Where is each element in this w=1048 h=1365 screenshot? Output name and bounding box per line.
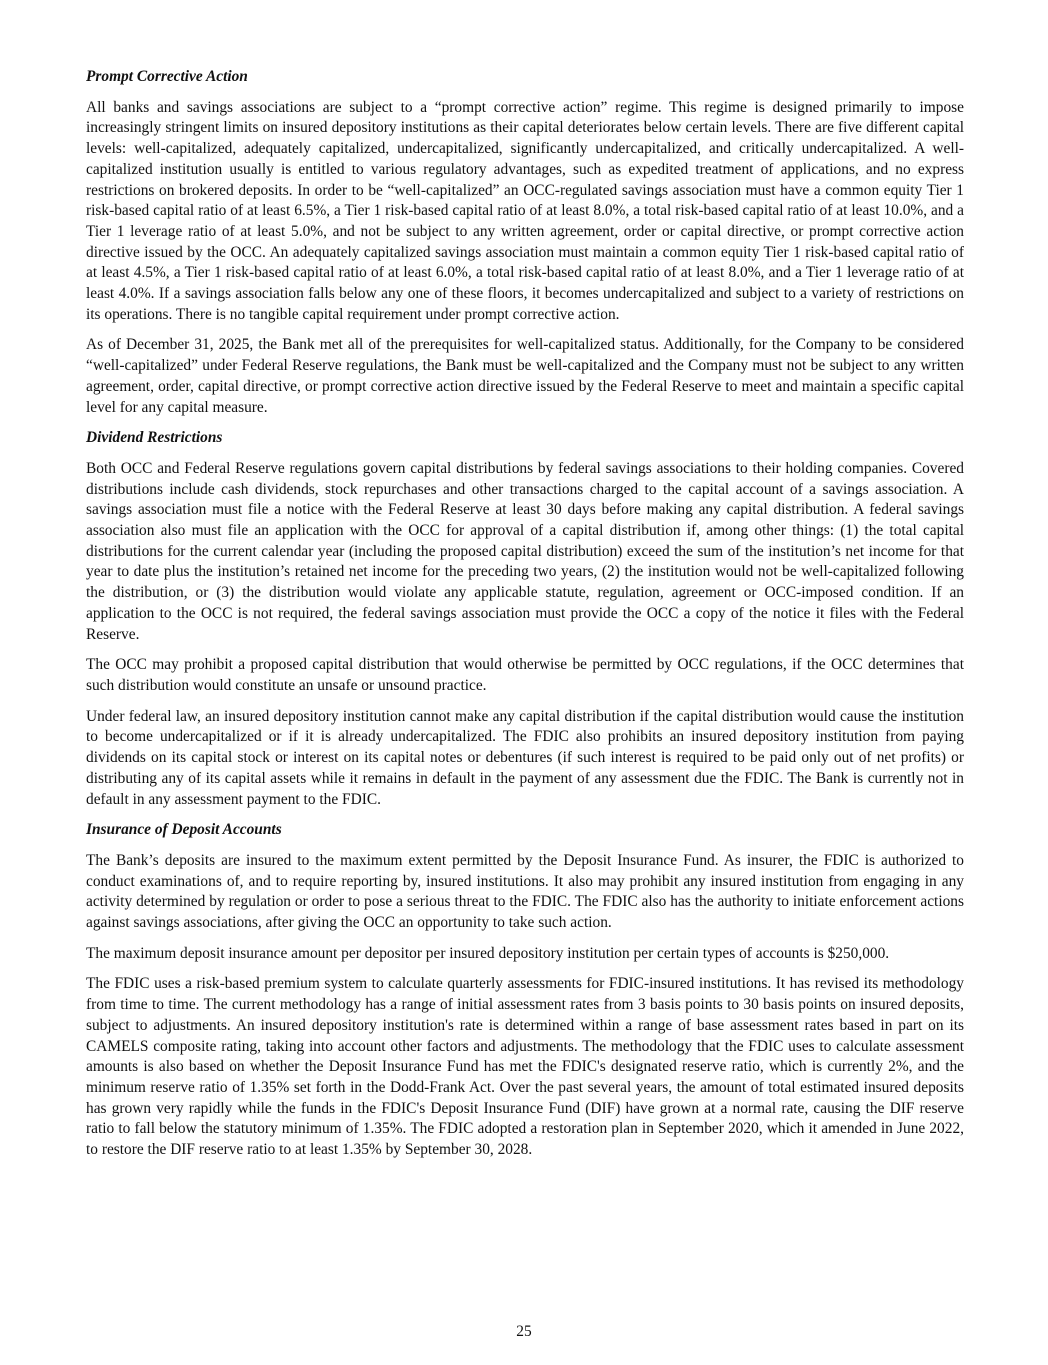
section-heading: Insurance of Deposit Accounts (86, 821, 282, 839)
document-body (86, 67, 964, 1171)
paragraph: The maximum deposit insurance amount per depositor per insured depository institution per certain types of accounts is $250,000. (86, 944, 890, 962)
paragraph: Both OCC and Federal Reserve regulations govern capital distributions by federal savings associations to their holding companies. Covered distributions include cash dividends, stock repurchases and other transactions charged to the capital account of a savings association. A savings association must file a notice with the Federal Reserve at least 30 days before making any capital distribution. A federal savings association also must file an application with the OCC for approval of a capital distribution if, among other things: (1) the total capital distributions for the current calendar year (including the proposed capital distribution) exceed the sum of the institution’s net income for that year to date plus the institution’s retained net income for the preceding two years, (2) the institution would not be well-capitalized following the distribution, or (3) the distribution would violate any applicable statute, regulation, agreement or OCC-imposed condition. If an application to the OCC is not required, the federal savings association must provide the OCC a copy of the notice it files with the Federal Reserve. (86, 459, 964, 643)
page-number: 25 (516, 1323, 532, 1340)
section-heading: Dividend Restrictions (86, 429, 223, 447)
section-prompt-corrective-action (86, 67, 964, 418)
paragraph: The Bank’s deposits are insured to the maximum extent permitted by the Deposit Insurance Fund. As insurer, the FDIC is authorized to conduct examinations of, and to require reporting by, insured institutions. It also may prohibit any insured institution from engaging in any activity determined by regulation or order to pose a serious threat to the FDIC. The FDIC also has the authority to initiate enforcement actions against savings associations, after giving the OCC an opportunity to take such action. (86, 851, 964, 932)
paragraph: As of December 31, 2025, the Bank met all of the prerequisites for well-capitalized status. Additionally, for the Company to be considered “well-capitalized” under Federal Reserve regulations, the Bank must be well-capitalized and the Company must not be subject to any written agreement, order, capital directive, or prompt corrective action directive issued by the Federal Reserve to meet and maintain a specific capital level for any capital measure. (86, 336, 964, 416)
section-dividend-restrictions (86, 428, 964, 810)
paragraph: The OCC may prohibit a proposed capital distribution that would otherwise be permitted by OCC regulations, if the OCC determines that such distribution would constitute an unsafe or unsound practice. (86, 656, 964, 694)
paragraph: All banks and savings associations are subject to a “prompt corrective action” regime. This regime is designed primarily to impose increasingly stringent limits on insured depository institutions as their capital deteriorates below certain levels. There are five different capital levels: well-capitalized, adequately capitalized, undercapitalized, significantly undercapitalized, and critically undercapitalized. A well-capitalized institution usually is entitled to various regulatory advantages, such as expedited treatment of applications, and no express restrictions on brokered deposits. In order to be “well-capitalized” an OCC-regulated savings association must have a common equity Tier 1 risk-based capital ratio of at least 6.5%, a Tier 1 risk-based capital ratio of at least 8.0%, a total risk-based capital ratio of at least 10.0%, and a Tier 1 leverage ratio of at least 5.0%, and not be subject to any written agreement, order or capital directive, or prompt corrective action directive issued by the OCC. An adequately capitalized savings association must maintain a common equity Tier 1 risk-based capital ratio of at least 4.5%, a Tier 1 risk-based capital ratio of at least 6.0%, a total risk-based capital ratio of at least 8.0%, and a Tier 1 leverage ratio of at least 4.0%. If a savings association falls below any one of these floors, it becomes undercapitalized and subject to a variety of restrictions on its operations. There is no tangible capital requirement under prompt corrective action. (86, 98, 964, 323)
paragraph: The FDIC uses a risk-based premium system to calculate quarterly assessments for FDIC-insured institutions. It has revised its methodology from time to time. The current methodology has a range of initial assessment rates from 3 basis points to 30 basis points on insured deposits, subject to adjustments. An insured depository institution's rate is determined within a range of base assessment rates based in part on its CAMELS composite rating, taking into account other factors and adjustments. The methodology that the FDIC uses to calculate assessment amounts is also based on whether the Deposit Insurance Fund has met the FDIC's designated reserve ratio, which is currently 2%, and the minimum reserve ratio of 1.35% set forth in the Dodd-Frank Act. Over the past several years, the amount of total estimated insured deposits has grown very rapidly while the funds in the FDIC's Deposit Insurance Fund (DIF) have grown at a normal rate, causing the DIF reserve ratio to fall below the statutory minimum of 1.35%. The FDIC adopted a restoration plan in September 2020, which it amended in June 2022, to restore the DIF reserve ratio to at least 1.35% by September 30, 2028. (86, 975, 964, 1159)
section-insurance-of-deposit-accounts (86, 820, 964, 1161)
section-heading: Prompt Corrective Action (86, 68, 248, 85)
paragraph: Under federal law, an insured depository institution cannot make any capital distribution if the capital distribution would cause the institution to become undercapitalized or if it is already undercapitalized. The FDIC also prohibits an insured depository institution from paying dividends on its capital stock or interest on its capital notes or debentures (if such interest is required to be paid only out of net profits) or distributing any of its capital assets while it remains in default in the payment of any assessment due the FDIC. The Bank is currently not in default in any assessment payment to the FDIC. (86, 707, 964, 808)
